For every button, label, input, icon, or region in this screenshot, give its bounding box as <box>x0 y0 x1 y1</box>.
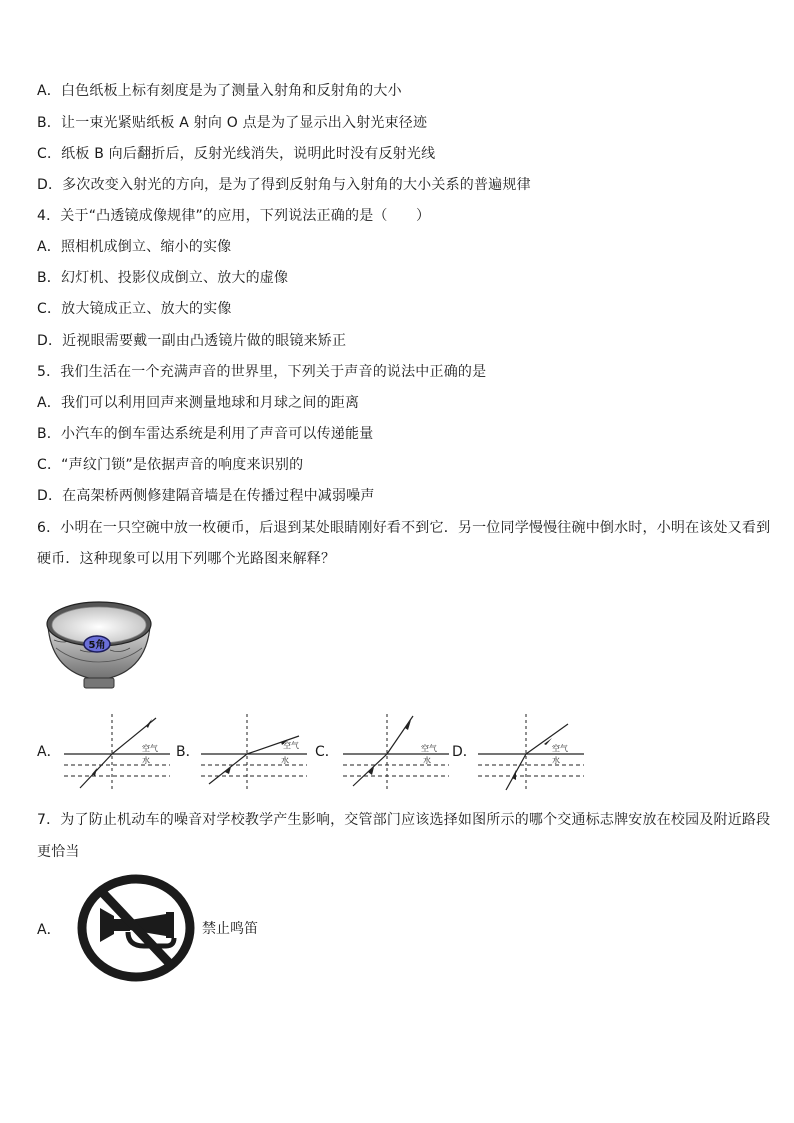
q7-option-a-label: A． <box>37 922 61 938</box>
q3-option-c: C．纸板 B 向后翻折后，反射光线消失，说明此时没有反射光线 <box>37 146 436 162</box>
q5-stem: 5．我们生活在一个充满声音的世界里，下列关于声音的说法中正确的是 <box>37 364 487 380</box>
coin-icon <box>84 636 110 652</box>
q5-option-d: D．在高架桥两侧修建隔音墙是在传播过程中减弱噪声 <box>37 488 375 504</box>
light-path-diagram-b <box>199 714 311 792</box>
air-label: 空气 <box>283 741 299 750</box>
air-label: 空气 <box>142 744 158 753</box>
light-path-diagram-d <box>476 714 588 792</box>
q3-option-b: B．让一束光紧贴纸板 A 射向 O 点是为了显示出入射光束径迹 <box>37 115 428 131</box>
q6-stem-line1: 6．小明在一只空碗中放一枚硬币，后退到某处眼睛刚好看不到它．另一位同学慢慢往碗中倒水时，小明在该处又看到 <box>37 520 771 536</box>
q4-option-d: D．近视眼需要戴一副由凸透镜片做的眼镜来矫正 <box>37 333 347 349</box>
light-path-diagram-a <box>62 714 174 792</box>
q5-option-a: A．我们可以利用回声来测量地球和月球之间的距离 <box>37 395 360 411</box>
q4-stem: 4．关于“凸透镜成像规律”的应用，下列说法正确的是（ ） <box>37 208 431 224</box>
water-label: 水 <box>423 756 431 765</box>
q5-option-c: C．“声纹门锁”是依据声音的响度来识别的 <box>37 457 304 473</box>
water-label: 水 <box>281 756 289 765</box>
q4-option-b: B．幻灯机、投影仪成倒立、放大的虚像 <box>37 270 289 286</box>
q5-option-b: B．小汽车的倒车雷达系统是利用了声音可以传递能量 <box>37 426 374 442</box>
water-label: 水 <box>142 756 150 765</box>
sign-caption: 禁止鸣笛 <box>202 921 258 937</box>
q6-option-c-label: C． <box>315 744 339 760</box>
q4-option-c: C．放大镜成正立、放大的实像 <box>37 301 232 317</box>
no-horn-sign-icon <box>74 872 198 984</box>
q6-option-d-label: D． <box>452 744 477 760</box>
light-path-diagram-c <box>341 714 453 792</box>
q7-stem-line2: 更恰当 <box>37 844 80 860</box>
q7-stem-line1: 7．为了防止机动车的噪音对学校教学产生影响，交管部门应该选择如图所示的哪个交通标志牌安放在校园及附近路段 <box>37 812 771 828</box>
q3-option-a: A．白色纸板上标有刻度是为了测量入射角和反射角的大小 <box>37 83 402 99</box>
q4-option-a: A．照相机成倒立、缩小的实像 <box>37 239 232 255</box>
bowl-coin-image <box>44 596 154 692</box>
air-label: 空气 <box>552 744 568 753</box>
water-label: 水 <box>552 756 560 765</box>
q6-option-b-label: B． <box>176 744 200 760</box>
q3-option-d: D．多次改变入射光的方向，是为了得到反射角与入射角的大小关系的普遍规律 <box>37 177 531 193</box>
q6-stem-line2: 硬币．这种现象可以用下列哪个光路图来解释？ <box>37 551 336 567</box>
q6-option-a-label: A． <box>37 744 61 760</box>
coin-label: 5角 <box>88 640 106 651</box>
air-label: 空气 <box>421 744 437 753</box>
